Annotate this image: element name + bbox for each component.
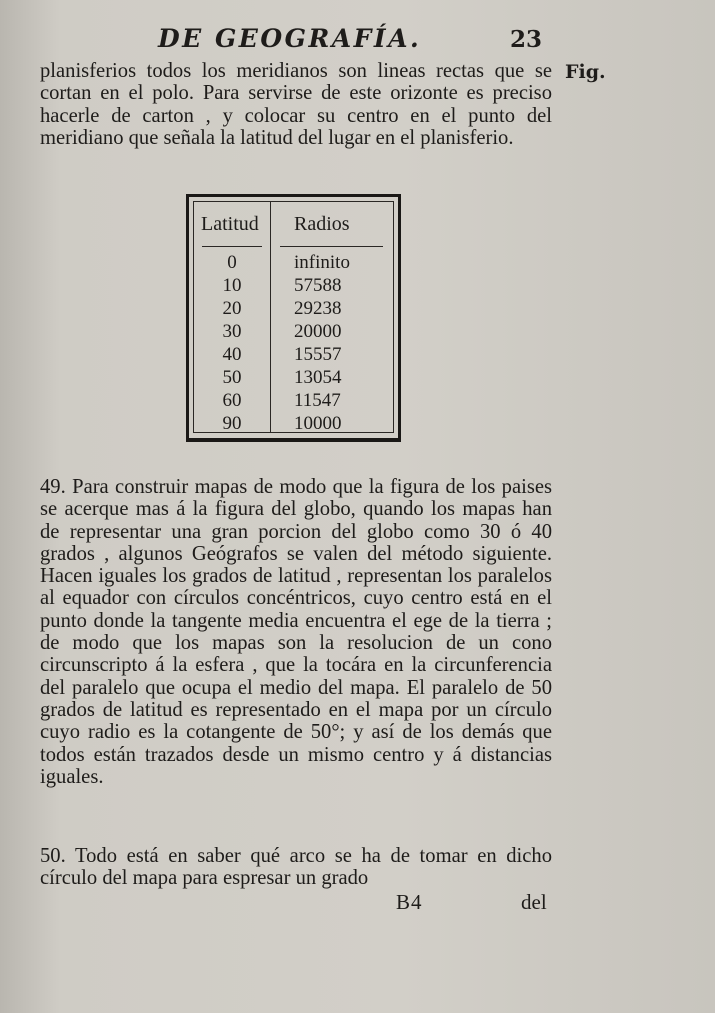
page-header xyxy=(0,24,715,58)
page-number: 23 xyxy=(510,26,543,53)
cell-radio: 15557 xyxy=(294,344,342,365)
table-body xyxy=(194,252,393,436)
cell-radio: 57588 xyxy=(294,275,342,296)
signature-mark: B4 xyxy=(396,890,423,914)
header-underline-radios xyxy=(280,246,383,247)
paragraph-49 xyxy=(40,476,552,788)
paragraph-number: 49. xyxy=(40,476,66,498)
running-title: DE GEOGRAFÍA. xyxy=(158,24,422,53)
paragraph-text: Para construir mapas de modo que la figura de los paises se acerque mas á la figura del globo, quando los mapas han de representar una gran porcion del globo como 30 ó 40 grados , algunos Geógrafos se valen del método siguiente. Hacen iguales los grados de latitud , representan los paralelos al equador con círculos concéntricos, cuyo centro está en el punto donde la tangente media encuentra el ege de la tierra ; de modo que los mapas son la resolucion de un cono circunscripto á la esfera , que la tocára en la circunferencia del paralelo que ocupa el medio del mapa. El paralelo de 50 grados de latitud es representado en el mapa por un círculo cuyo radio es la cotangente de 50°; y así de los demás que todos están trazados desde un mismo centro y á distancias iguales. xyxy=(40,476,552,788)
table-row xyxy=(194,321,393,344)
table-header xyxy=(194,202,393,240)
latitude-radius-table xyxy=(186,194,401,442)
cell-latitud: 60 xyxy=(222,390,242,411)
cell-radio: 11547 xyxy=(294,390,341,411)
cell-radio: 13054 xyxy=(294,367,342,388)
cell-latitud: 30 xyxy=(222,321,242,342)
header-latitud: Latitud xyxy=(201,213,259,235)
table-row xyxy=(194,252,393,275)
cell-radio: 29238 xyxy=(294,298,342,319)
paragraph-text: planisferios todos los meridianos son lineas rectas que se cortan en el polo. Para servirse de este orizonte es preciso hacerle de carton , y colocar su centro en el punto del meridiano que señala la latitud del lugar en el planisferio. xyxy=(40,60,552,149)
cell-latitud: 10 xyxy=(222,275,242,296)
table-row xyxy=(194,275,393,298)
cell-latitud: 50 xyxy=(222,367,242,388)
cell-radio: infinito xyxy=(294,252,350,273)
paragraph-text: Todo está en saber qué arco se ha de tomar en dicho círculo del mapa para espresar un grado xyxy=(40,845,552,890)
header-radios: Radios xyxy=(294,213,350,235)
cell-radio: 20000 xyxy=(294,321,342,342)
table-row xyxy=(194,413,393,436)
cell-latitud: 90 xyxy=(222,413,242,434)
paragraph-50 xyxy=(40,845,552,890)
table-bottom-rule xyxy=(186,438,401,442)
cell-latitud: 40 xyxy=(222,344,242,365)
paragraph-number: 50. xyxy=(40,845,66,867)
table-row xyxy=(194,344,393,367)
table-row xyxy=(194,367,393,390)
table-row xyxy=(194,390,393,413)
catchword: del xyxy=(521,890,547,914)
paragraph-continuation xyxy=(40,60,552,149)
cell-radio: 10000 xyxy=(294,413,342,434)
table-row xyxy=(194,298,393,321)
cell-latitud: 0 xyxy=(227,252,237,273)
cell-latitud: 20 xyxy=(222,298,242,319)
margin-figure-label: Fig. xyxy=(565,61,606,83)
table-inner-border xyxy=(193,201,394,433)
header-underline-latitud xyxy=(202,246,262,247)
